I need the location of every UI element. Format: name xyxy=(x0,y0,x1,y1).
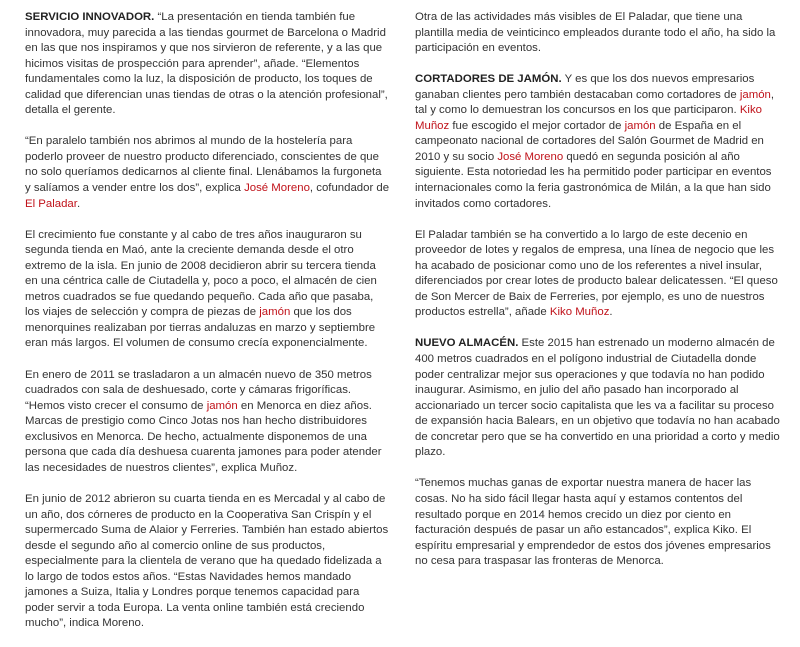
paragraph-text: de España en el campeonato nacional de cortadores del Salón Gourmet de Madrid en 2010 y su socio xyxy=(415,119,764,163)
highlighted-keyword-link[interactable]: Kiko Muñoz xyxy=(549,306,610,319)
paragraph-text: , cofundador de xyxy=(309,182,390,195)
article-paragraph xyxy=(415,336,780,460)
article-paragraph xyxy=(25,228,390,352)
section-heading: NUEVO ALMACÉN. xyxy=(415,337,519,350)
highlighted-keyword-link[interactable]: El Paladar xyxy=(25,197,77,210)
highlighted-keyword-link[interactable]: jamón xyxy=(739,88,771,101)
article-paragraph xyxy=(25,134,390,212)
left-column xyxy=(25,10,390,647)
highlighted-keyword-link[interactable]: Kiko Muñoz xyxy=(415,104,762,132)
highlighted-keyword-link[interactable]: jamón xyxy=(624,119,656,132)
section-heading: SERVICIO INNOVADOR. xyxy=(25,11,155,23)
right-column xyxy=(415,10,780,585)
paragraph-text: Otra de las actividades más visibles de El Paladar, que tiene una plantilla media de veinticinco empleados durante todo el año, ha sido la participación en eventos. xyxy=(415,11,776,55)
highlighted-keyword-link[interactable]: José Moreno xyxy=(497,150,564,163)
article-paragraph xyxy=(415,228,780,321)
paragraph-text: “Tenemos muchas ganas de exportar nuestra manera de hacer las cosas. No ha sido fácil llegar hasta aquí y estamos contentos del resultado porque en 2014 hemos crecido un diez por ciento en facturación después de pasar un año estancados”, explica Kiko. El espíritu empresarial y emprendedor de estos dos jóvenes empresarios no cesa para traspasar las fronteras de Menorca. xyxy=(415,477,771,568)
highlighted-keyword-link[interactable]: jamón xyxy=(206,399,238,412)
article-paragraph xyxy=(415,72,780,212)
paragraph-text: Y es que los dos nuevos empresarios ganaban clientes pero también destacaban como cortadores de xyxy=(415,73,755,101)
paragraph-text: fue escogido el mejor cortador de xyxy=(449,119,625,132)
article-paragraph xyxy=(415,10,780,57)
paragraph-text: “En paralelo también nos abrimos al mundo de la hostelería para poderlo proveer de nuestro producto diferenciado, conscientes de que no solo queríamos dedicarnos al cliente final. Llenábamos la furgoneta y salíamos a vender entre los dos”, explica xyxy=(25,135,382,195)
highlighted-keyword-link[interactable]: José Moreno xyxy=(244,182,310,195)
paragraph-text: que los dos menorquines realizaban por tierras andaluzas en marzo y septiembre eran más largos. El volumen de consumo crecía exponencialmente. xyxy=(25,306,376,350)
paragraph-text: quedó en segunda posición al año siguiente. Esta notoriedad les ha permitido poder participar en eventos internacionales como la feria gastronómica de Milán, a la que han sido invitados como cortadores. xyxy=(415,150,772,210)
paragraph-text: “La presentación en tienda también fue innovadora, muy parecida a las tiendas gourmet de Barcelona o Madrid en las que nos inspiramos y que nos sirvieron de referente, y a las que hicimos visitas de prospección para aprender”, añade. “Elementos fundamentales como la luz, la disposición de producto, los toques de calidad que diferencian unas tiendas de otras o la atención profesional”, detalla el gerente. xyxy=(25,11,388,117)
paragraph-text: El crecimiento fue constante y al cabo de tres años inauguraron su segunda tienda en Maó, ante la creciente demanda desde el otro extremo de la isla. En junio de 2008 decidieron abrir su tercera tienda en una céntrica calle de Ciutadella y, poco a poco, el almacén de cien metros cuadrados se fue quedando pequeño. Cada año que pasaba, los viajes de selección y compra de piezas de xyxy=(25,228,377,319)
paragraph-text: . xyxy=(609,306,613,319)
article-paragraph xyxy=(25,492,390,632)
paragraph-text: En enero de 2011 se trasladaron a un almacén nuevo de 350 metros cuadrados con sala de deshuesado, corte y cámaras frigoríficas. “Hemos visto crecer el consumo de xyxy=(25,368,372,412)
section-heading: CORTADORES DE JAMÓN. xyxy=(415,73,562,86)
article-paragraph xyxy=(415,476,780,569)
article-paragraph xyxy=(25,10,390,119)
highlighted-keyword-link[interactable]: jamón xyxy=(259,306,291,319)
paragraph-text: . xyxy=(76,197,81,210)
paragraph-text: En junio de 2012 abrieron su cuarta tienda en es Mercadal y al cabo de un año, dos córneres de producto en la Cooperativa San Crispín y el supermercado Suma de Alaior y Ferreries. También han estado abiertos desde el segundo año al comercio online de sus productos, especialmente para la clientela de verano que ha quedado fidelizada a lo largo de todos estos años. “Estas Navidades hemos mandado jamones a Suiza, Italia y Londres porque tenemos capacidad para poder servir a toda Europa. La venta online también está creciendo mucho”, indica Moreno. xyxy=(25,492,389,630)
paragraph-text: , tal y como lo demuestran los concursos en los que participaron. xyxy=(415,88,775,117)
paragraph-text: El Paladar también se ha convertido a lo largo de este decenio en proveedor de lotes y regalos de empresa, una línea de negocio que les ha acabado de posicionar como uno de los referentes a nivel insular, diferenciados por crear lotes de producto balear delicatessen. “El queso de Son Mercer de Baix de Ferreries, por ejemplo, es uno de nuestros productos estrella”, añade xyxy=(415,228,778,319)
paragraph-text: Este 2015 han estrenado un moderno almacén de 400 metros cuadrados en el polígono industrial de Ciutadella donde poder centralizar mejor sus operaciones y que todavía no han podido inaugurar. Asimismo, en julio del año pasado han incorporado al accionariado un tercer socio capitalista que les va a facilitar su proceso de expansión hacia Balears, en un objetivo que todavía no han acabado de concretar pero que se ha convertido en una prioridad a corto y medio plazo. xyxy=(415,337,780,459)
paragraph-text: en Menorca en diez años. Marcas de prestigio como Cinco Jotas nos han hecho distribuidores exclusivos en Menorca. De hecho, actualmente disponemos de una persona que cada día deshuesa cuarenta jamones para poder atender las necesidades de nuestros clientes”, explica Muñoz. xyxy=(25,399,382,474)
article-paragraph xyxy=(25,368,390,477)
